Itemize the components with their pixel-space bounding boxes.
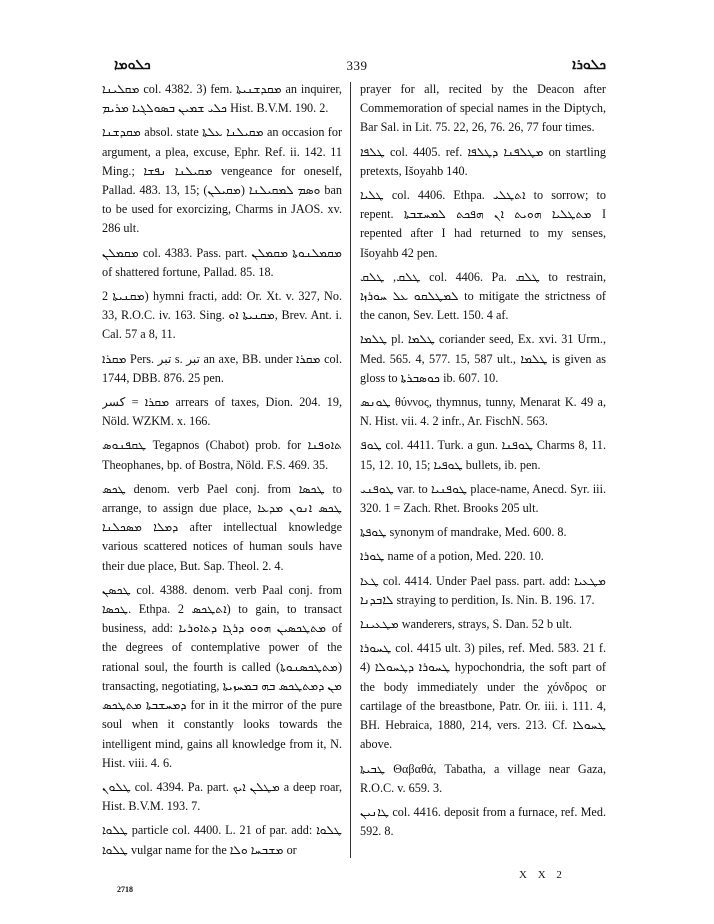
entry: ܛܘܦܬܐ synonym of mandrake, Med. 600. 8. — [360, 525, 567, 540]
entry: ܛܠܡܐ pl. ܛܠܡܐ coriander seed, Ex. xvi. 31 Urm., Med. 565. 4, 577. 15, 587 ult., ܛܠܡܐ is given as gloss to ܟܘܣܒܪܬܐ ib. 607. 10. — [360, 332, 606, 385]
entry: prayer for all, recited by the Deacon after Commemoration of special names in the Diptych, Bar Sal. in Lit. 75. 22, 26, 76. 26, 77 four times. — [360, 82, 606, 135]
entry: ܛܐܢܝܢ col. 4416. deposit from a furnace, ref. Med. 592. 8. — [360, 804, 606, 839]
signature-mark-right: X X 2 — [519, 869, 566, 881]
column-divider — [350, 82, 351, 858]
entry: ܛܥܐ col. 4414. Under Pael pass. part. add: ܡܛܥܝܐ ܠܐܒܕܢܐ straying to perdition, Is. Nin. B. 196. 17. — [360, 573, 606, 607]
entry: ܛܠܝܐ col. 4406. Ethpa. ܐܬܛܠܝ to sorrow; to repent. ܡܬܛܠܝܐ ܗܘܝܬ ܐܢ ܗܦܟܬ ܠܡܚܫܒܬܐ I repented after I had returned to my senses, Išoyahb 42 pen. — [360, 188, 606, 260]
running-head-right: ܟܠܘܪܐ — [572, 57, 606, 73]
entry: ܡܩܠܝܢܐ col. 4382. 3) fem. ܡܩܕܫܢܝܬܐ an inquirer, ܟܠܝ ܫܡܝܢ ܒܣܘܠܓܝܐ ܡܪܝܡ Hist. B.V.M. 190. 2. — [102, 82, 342, 116]
entry: ܛܘܦܢܝ var. to ܛܘܦܢܝܐ place-name, Anecd. Syr. iii. 320. 1 = Zach. Rhet. Brooks 205 ult. — [360, 481, 606, 516]
running-head-left: ܟܠܘܡܐ — [114, 57, 151, 73]
entry: ܡܩܪܐ = كسر arrears of taxes, Dion. 204. 19, Nöld. WZKM. x. 166. — [102, 395, 342, 429]
entry: ܛܠܘܐ particle col. 4400. L. 21 of par. add: ܛܠܘܐ ܛܠܘܐ vulgar name for the ܡܫܒܚܐ ܘܠܐ or — [102, 823, 342, 857]
right-column — [360, 80, 606, 864]
entry: ܛܠܦܐ col. 4405. ref. ܡܛܠܦܢܐ ܕܛܠܦܐ on startling pretexts, Išoyahb 140. — [360, 144, 606, 178]
left-column — [102, 80, 342, 864]
page-header — [100, 56, 614, 78]
entry: ܛܚܘܪܐ col. 4415 ult. 3) piles, ref. Med. 583. 21 f. 4) ܛܚܘܪܐ ܕܛܚܘܠܐ hypochondria, the soft part of the body immediately under the χόνδρος or cartilage of the breastbone, Patr. Or. iii. i. 111. 4, BH. Hebraica, 1880, 214, vers. 213. Cf. ܛܚܘܠܐ above. — [360, 641, 606, 752]
entry: ܛܘܦ col. 4411. Turk. a gun. ܛܘܦܢܐ Charms 8, 11. 15, 12. 10, 15; ܛܘܦܝܐ bullets, ib. pen. — [360, 438, 606, 472]
signature-mark-left: 2718 — [117, 885, 133, 894]
entry: ܛܟܣ denom. verb Pael conj. from ܛܟܣܐ to arrange, to assign due place, ܛܟܣ ܐܢܘܢ ܡܕܥܐ ܕܡܠܐ ܡܣܟܠܢܐ after intellectual knowledge various scattered notices of human souls have their due place, But. Sap. Theol. 2. 4. — [102, 481, 342, 573]
entry: ܛܘܪܐ name of a potion, Med. 220. 10. — [360, 549, 544, 564]
entry: ܛܩܦܢܘܣ Tegapnos (Chabot) prob. for ܬܐܘܦܢܐ Theophanes, bp. of Bostra, Nöld. F.S. 469. 35. — [102, 438, 342, 472]
entry: ܛܘܢܣ θύννος, thymnus, tunny, Menarat K. 49 a, N. Hist. vii. 4. 2 infr., Ar. FischN. 563. — [360, 395, 606, 429]
entry: ܛܟܣܢ col. 4388. denom. verb Paal conj. from ܛܟܣܐ. Ethpa. ܐܬܛܟܣ 2) to gain, to transact business, add: ܡܬܛܟܣܝܢ ܗܘܘ ܕܪܓܐ ܕܬܐܘܪܝܐ of the degrees of contemplative power of the rational soul, the fourth is called (ܡܬܛܟܣܢܘܬܐ) transacting, negotiating, ܡܢ ܕܡܬܛܟܣ ܒܗ ܒܡܚܙܝܬܐ ܕܡܚܫܒܬܐ ܡܬܛܟܣ for in it the mirror of the pure soul when it constantly looks towards the intelligent mind, gains all knowledge from it, N. Hist. viii. 4. 6. — [102, 582, 342, 770]
entry: ܡܩܢܝܬܐ 2) hymni fracti, add: Or. Xt. v. 327, No. 33, R.O.C. iv. 163. Sing. ܡܩܢܝܬܐ ܐܘ, Brev. Ant. i. Cal. 57 a 8, 11. — [102, 289, 342, 342]
entry: ܛܠܘܢ col. 4394. Pa. part. ܡܛܠܢ ܐܝܟ a deep roar, Hist. B.V.M. 193. 7. — [102, 779, 342, 814]
entry: ܛܒܝܬܐ Θαβαθά, Tabatha, a village near Gaza, R.O.C. v. 659. 3. — [360, 761, 606, 795]
entry: ܡܩܡܠܢ col. 4383. Pass. part. ܡܩܡܠܢܘܬܐ ܡܩܡܠܢ of shattered fortune, Pallad. 85. 18. — [102, 245, 342, 279]
entry: ܛܠܩ, ܛܠܩ col. 4406. Pa. ܛܠܩ to restrain, ܠܡܛܠܩܘ ܥܠ ܚܘܪܙܐ to mitigate the strictness of the canon, Sev. Lett. 150. 4 af. — [360, 269, 606, 323]
entry: ܡܩܪܐ Pers. تبر s. تبر an axe, BB. under ܡܩܪܐ col. 1744, DBB. 876. 25 pen. — [102, 351, 342, 385]
entry: ܡܩܕܫܢܐ absol. state ܡܩܝܠܢܐ ܥܠܬܐ an occasion for argument, a plea, excuse, Ephr. Ref. ii. 142. 11 Ming.; ܡܩܝܠܢܐ ܢܦܫܐ vengeance for oneself, Pallad. 483. 13, 15; (ܡܩܝܠܢ) ܘܣܡ ܠܡܩܝܠܢܐ ban to be used for exorcizing, Charms in JAOS. xv. 286 ult. — [102, 125, 342, 236]
entry: ܡܛܥܝܢܐ wanderers, strays, S. Dan. 52 b ult. — [360, 617, 573, 632]
page-number: 339 — [346, 58, 368, 73]
